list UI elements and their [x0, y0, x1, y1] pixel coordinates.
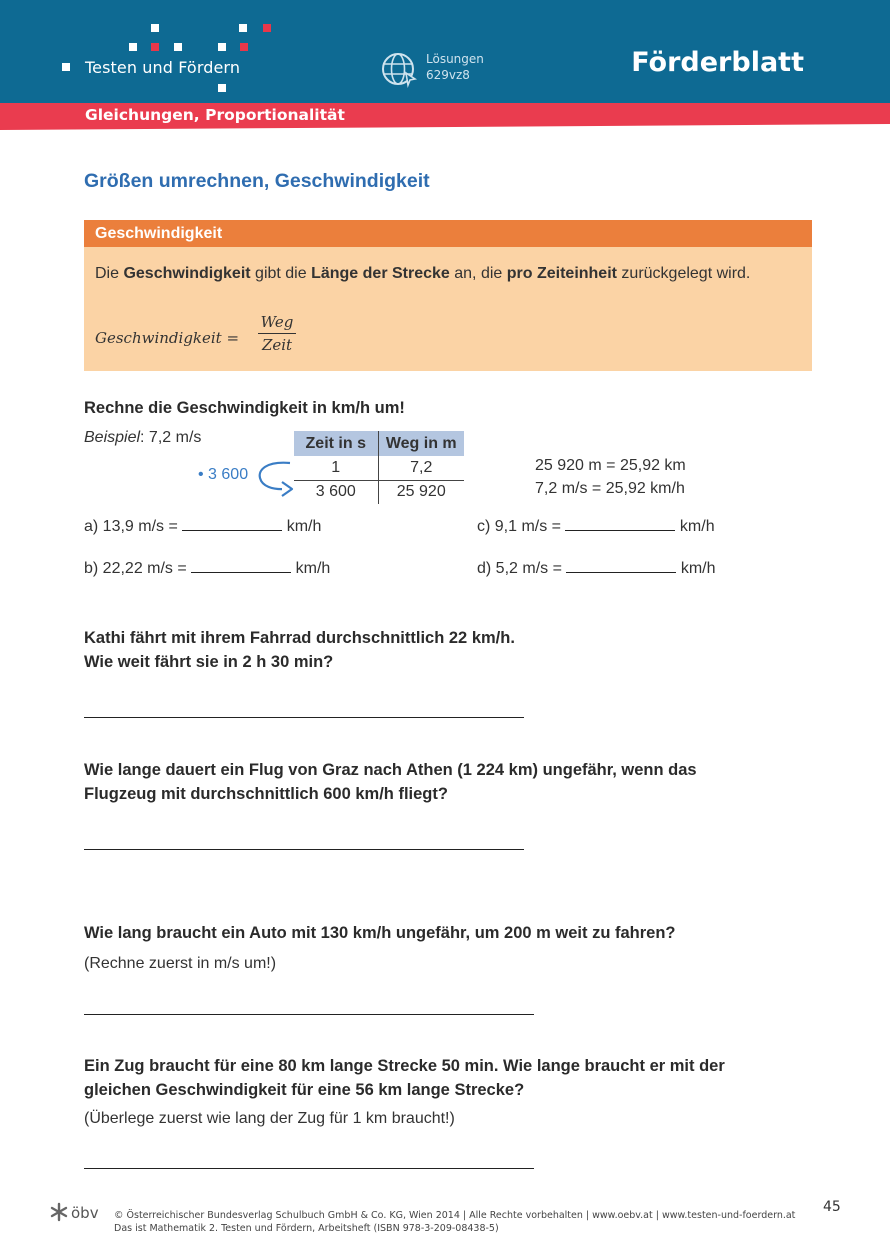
- svg-text:öbv: öbv: [71, 1204, 99, 1222]
- answer-line[interactable]: [84, 717, 524, 718]
- logo-square: [174, 43, 182, 51]
- logo-square: [263, 24, 271, 32]
- answer-blank[interactable]: [182, 517, 282, 531]
- logo-square: [218, 84, 226, 92]
- solutions-code: 629vz8: [426, 68, 470, 82]
- logo-square: [240, 43, 248, 51]
- table-cell: 7,2: [378, 456, 464, 480]
- page-number: 45: [823, 1199, 841, 1215]
- header-banner: [0, 0, 890, 103]
- task5-prompt: Ein Zug braucht für eine 80 km lange Strecke 50 min. Wie lange braucht er mit der gleichen Geschwindigkeit für eine 56 km lange Strecke?: [84, 1057, 725, 1099]
- definition-box: [84, 220, 812, 371]
- logo-square: [129, 43, 137, 51]
- topic-subtitle: Gleichungen, Proportionalität: [85, 106, 345, 124]
- task4-prompt: Wie lang braucht ein Auto mit 130 km/h ungefähr, um 200 m weit zu fahren?: [84, 924, 676, 942]
- example-table: [294, 431, 464, 504]
- table-cell: 1: [294, 456, 378, 480]
- example-result-1: 25 920 m = 25,92 km: [535, 457, 686, 474]
- task2-prompt: Kathi fährt mit ihrem Fahrrad durchschnittlich 22 km/h. Wie weit fährt sie in 2 h 30 min?: [84, 629, 515, 671]
- task4-hint: (Rechne zuerst in m/s um!): [84, 955, 277, 972]
- task3-prompt: Wie lange dauert ein Flug von Graz nach Athen (1 224 km) ungefähr, wenn das Flugzeug mit durchschnittlich 600 km/h fliegt?: [84, 761, 697, 803]
- answer-line[interactable]: [84, 1168, 534, 1169]
- answer-blank[interactable]: [191, 559, 291, 573]
- solutions-label: Lösungen: [426, 52, 484, 66]
- brand-name: Testen und Fördern: [85, 58, 241, 77]
- formula-fraction: [258, 313, 296, 354]
- exercise-c: c) 9,1 m/s = km/h: [477, 518, 715, 535]
- table-cell: 3 600: [294, 480, 378, 504]
- formula-numerator: Weg: [258, 313, 296, 334]
- exercise-b: b) 22,22 m/s = km/h: [84, 560, 331, 577]
- page-title: Größen umrechnen, Geschwindigkeit: [84, 170, 430, 192]
- task5-hint: (Überlege zuerst wie lang der Zug für 1 km braucht!): [84, 1110, 455, 1127]
- answer-line[interactable]: [84, 849, 524, 850]
- globe-icon[interactable]: [381, 51, 417, 87]
- logo-square: [218, 43, 226, 51]
- table-header: Zeit in s: [294, 431, 378, 456]
- example-line: Beispiel: 7,2 m/s: [84, 429, 202, 446]
- copyright-notice: © Österreichischer Bundesverlag Schulbuch GmbH & Co. KG, Wien 2014 | Alle Rechte vorbehalten | www.oebv.at | www.testen-und-foerdern.at Das ist Mathematik 2. Testen und Fördern, Arbeitsheft (ISBN 978-3-209-08438-5): [114, 1210, 796, 1234]
- example-result-2: 7,2 m/s = 25,92 km/h: [535, 480, 685, 497]
- exercise-a: a) 13,9 m/s = km/h: [84, 518, 322, 535]
- logo-square: [151, 24, 159, 32]
- table-header: Weg in m: [378, 431, 464, 456]
- publisher-logo: [50, 1201, 99, 1223]
- task1-prompt: Rechne die Geschwindigkeit in km/h um!: [84, 399, 405, 417]
- formula-denominator: Zeit: [261, 336, 293, 354]
- definition-heading: Geschwindigkeit: [84, 220, 812, 247]
- logo-square: [239, 24, 247, 32]
- answer-blank[interactable]: [566, 559, 676, 573]
- logo-square: [151, 43, 159, 51]
- curved-arrow-icon: [256, 458, 296, 498]
- solutions-link[interactable]: [426, 51, 484, 83]
- answer-blank[interactable]: [565, 517, 675, 531]
- logo-square: [62, 63, 70, 71]
- definition-text: Die Geschwindigkeit gibt die Länge der Strecke an, die pro Zeiteinheit zurückgelegt wird.: [95, 265, 751, 282]
- sheet-type: Förderblatt: [631, 47, 804, 78]
- formula-lhs: Geschwindigkeit =: [95, 329, 240, 347]
- answer-line[interactable]: [84, 1014, 534, 1015]
- exercise-d: d) 5,2 m/s = km/h: [477, 560, 716, 577]
- table-cell: 25 920: [396, 483, 446, 501]
- multiplier-label: • 3 600: [198, 466, 249, 483]
